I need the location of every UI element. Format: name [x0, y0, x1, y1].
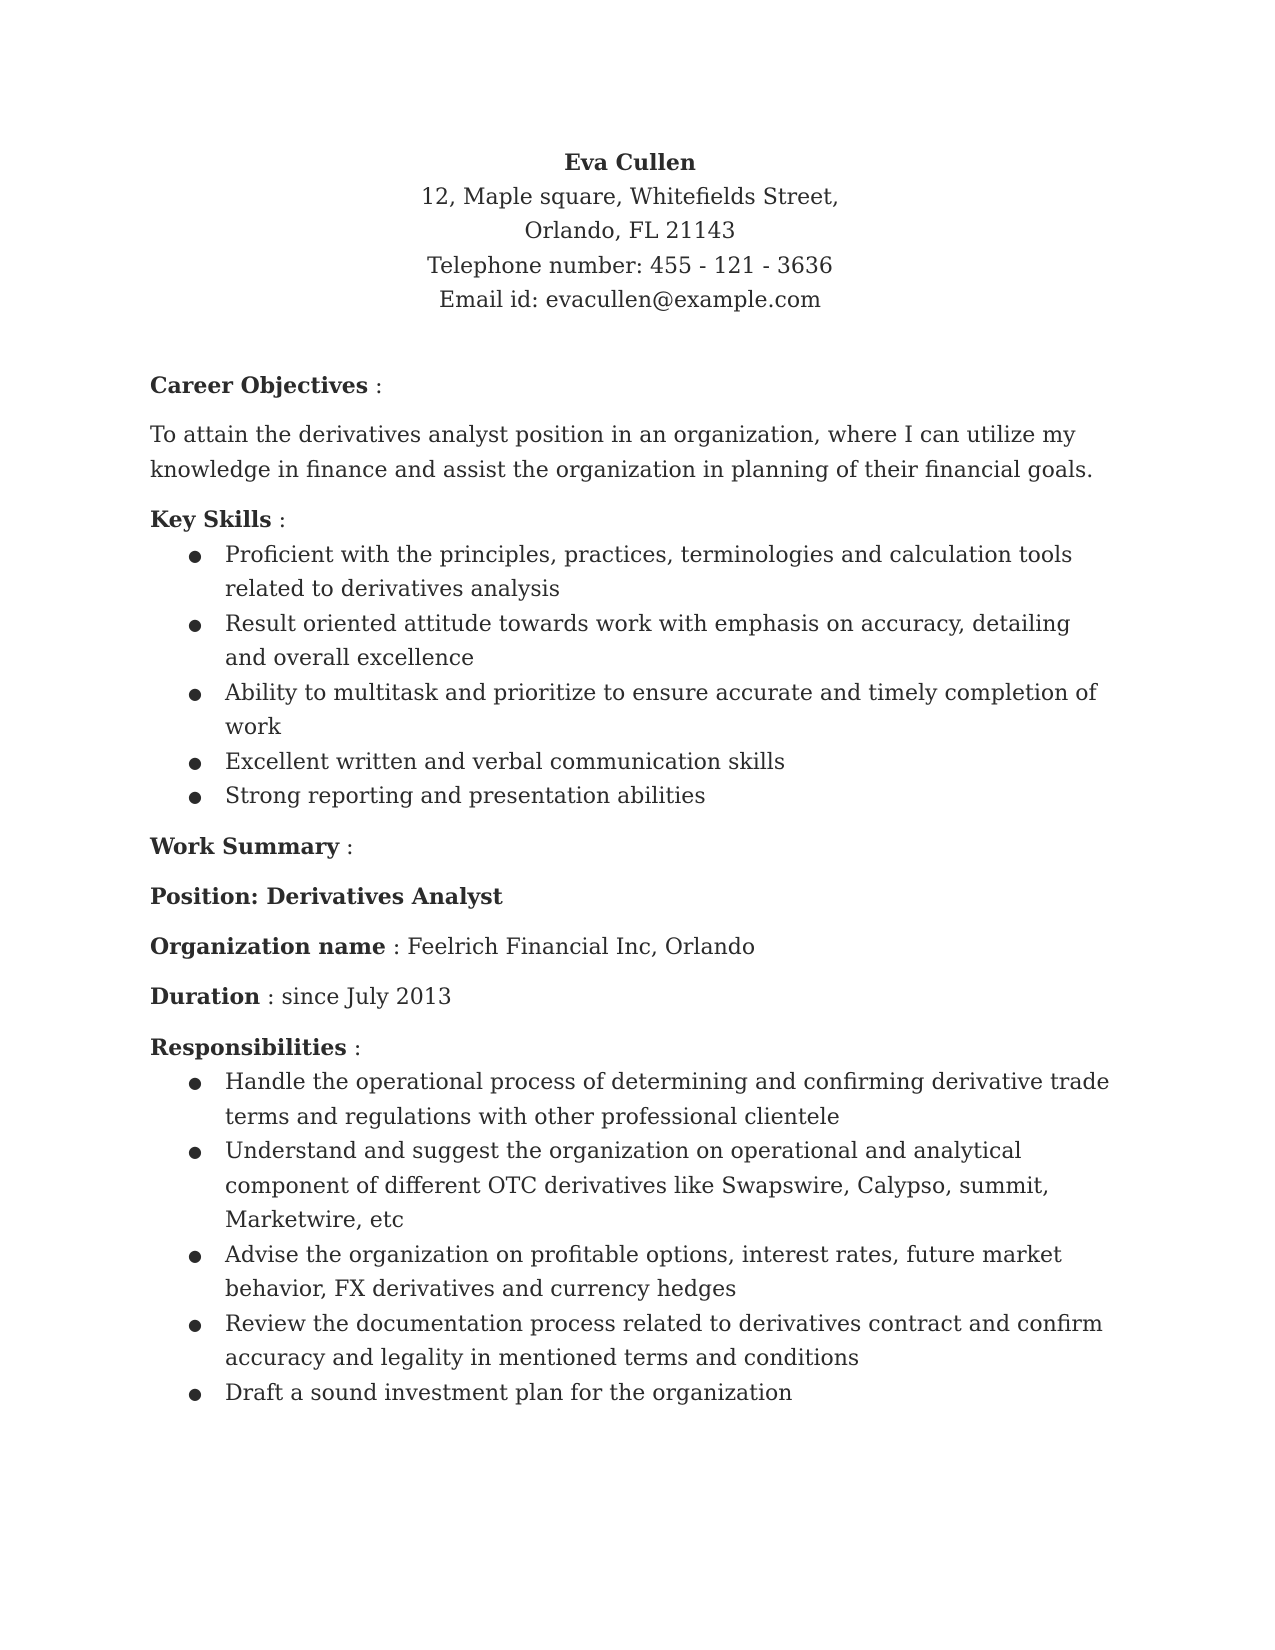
key-skills-list — [150, 539, 1110, 815]
list-item-text: Advise the organization on profitable options, interest rates, future market behavior, FX derivatives and currency hedges — [225, 1242, 1062, 1302]
list-item — [150, 677, 1110, 746]
responsibilities-separator: : — [346, 1035, 362, 1061]
list-item-text: Handle the operational process of determining and confirming derivative trade terms and regulations with other professional clientele — [225, 1070, 1110, 1130]
bullet-icon: ● — [188, 1383, 202, 1403]
duration-label: Duration — [150, 984, 261, 1010]
key-skills-heading-line — [150, 503, 1110, 539]
list-item — [150, 539, 1110, 608]
position-title: Position: Derivatives Analyst — [150, 884, 503, 910]
bullet-icon: ● — [188, 1314, 202, 1334]
work-summary-heading: Work Summary — [150, 833, 340, 860]
key-skills-section — [150, 503, 1110, 815]
work-summary-separator: : — [339, 834, 354, 860]
list-item — [150, 1377, 1110, 1412]
address-line-1: 12, Maple square, Whitefields Street, — [420, 184, 839, 210]
list-item-text: Proficient with the principles, practices, terminologies and calculation tools related to derivatives analysis — [225, 542, 1073, 602]
list-item — [150, 746, 1110, 781]
bullet-icon: ● — [188, 683, 202, 703]
bullet-icon: ● — [188, 614, 202, 634]
list-item-text: Review the documentation process related to derivatives contract and confirm accuracy and legality in mentioned terms and conditions — [225, 1311, 1103, 1371]
responsibilities-list — [150, 1066, 1110, 1411]
organization-line — [150, 930, 1110, 966]
list-item — [150, 1239, 1110, 1308]
duration-value: : since July 2013 — [260, 985, 452, 1010]
contact-header — [150, 146, 1110, 319]
list-item-text: Ability to multitask and prioritize to ensure accurate and timely completion of work — [225, 680, 1097, 740]
career-objectives-heading-line — [150, 369, 1110, 405]
duration-line — [150, 980, 1110, 1016]
career-objectives-separator: : — [368, 373, 383, 399]
telephone-number: Telephone number: 455 - 121 - 3636 — [427, 253, 833, 279]
list-item-text: Excellent written and verbal communication skills — [225, 749, 786, 775]
list-item-text: Strong reporting and presentation abilities — [225, 784, 706, 809]
bullet-icon: ● — [188, 787, 202, 806]
address-line-2: Orlando, FL 21143 — [524, 219, 736, 244]
list-item — [150, 1135, 1110, 1239]
list-item-text: Understand and suggest the organization on operational and analytical component of different OTC derivatives like Swapswire, Calypso, summit, Marketwire, etc — [225, 1139, 1050, 1233]
resume-page — [150, 146, 1110, 1411]
bullet-icon: ● — [188, 1245, 202, 1265]
organization-value: : Feelrich Financial Inc, Orlando — [385, 934, 756, 960]
candidate-name: Eva Cullen — [564, 150, 696, 176]
list-item-text: Result oriented attitude towards work with emphasis on accuracy, detailing and overall excellence — [225, 611, 1071, 671]
bullet-icon: ● — [188, 545, 202, 565]
responsibilities-heading-line — [150, 1031, 1110, 1067]
responsibilities-heading: Responsibilities — [150, 1034, 347, 1061]
work-summary-section — [150, 830, 1110, 1412]
list-item — [150, 1066, 1110, 1135]
bullet-icon: ● — [188, 1073, 202, 1092]
list-item-text: Draft a sound investment plan for the organization — [225, 1380, 793, 1406]
key-skills-separator: : — [271, 508, 287, 533]
list-item — [150, 1308, 1110, 1377]
list-item — [150, 608, 1110, 677]
career-objectives-section — [150, 369, 1110, 489]
list-item — [150, 780, 1110, 815]
bullet-icon: ● — [188, 1142, 202, 1161]
career-objectives-text: To attain the derivatives analyst position in an organization, where I can utilize my knowledge in finance and assist the organization in planning of their financial goals. — [150, 423, 1094, 483]
key-skills-heading: Key Skills — [150, 507, 272, 533]
organization-label: Organization name — [150, 933, 386, 960]
bullet-icon: ● — [188, 752, 202, 772]
career-objectives-heading: Career Objectives — [150, 372, 369, 399]
work-summary-heading-line — [150, 830, 1110, 866]
email-address: Email id: evacullen@example.com — [439, 288, 821, 313]
